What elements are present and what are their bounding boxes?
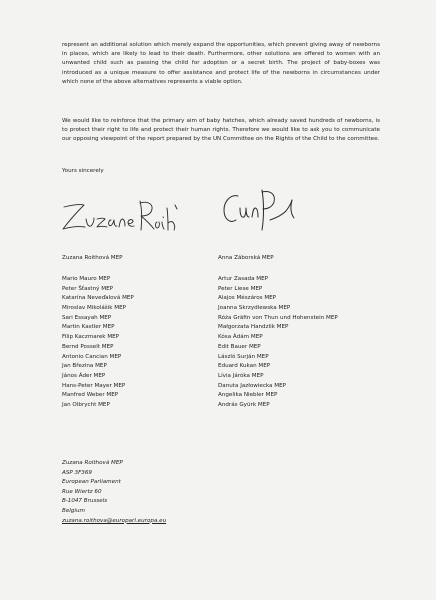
signatory-name: Małgorzata Handzlik MEP bbox=[218, 324, 289, 331]
signatory-name: Bernd Posselt MEP bbox=[62, 343, 114, 350]
address-email-link[interactable]: zuzana.roithova@europarl.europa.eu bbox=[62, 517, 167, 524]
address-office: ASP 3F369 bbox=[62, 469, 92, 476]
signatory-name: Manfred Weber MEP bbox=[62, 392, 119, 399]
signatory-name: Miroslav Mikolášik MEP bbox=[62, 305, 127, 312]
signatory-name: Sari Essayah MEP bbox=[62, 314, 112, 321]
signatory-name: Hans-Peter Mayer MEP bbox=[62, 382, 126, 389]
signatory-name: Danuta Jazłowiecka MEP bbox=[218, 382, 286, 389]
signatories-right-column bbox=[218, 254, 338, 411]
address-street: Rue Wiertz 60 bbox=[62, 488, 102, 495]
signatory-name: Martin Kastler MEP bbox=[62, 324, 115, 331]
signatory-name: Róża Gräfin von Thun und Hohenstein MEP bbox=[218, 314, 338, 321]
signatory-name: Alajos Mészáros MEP bbox=[218, 295, 277, 302]
signatory-name: Katarína Neveďalová MEP bbox=[62, 295, 134, 302]
address-name: Zuzana Roithová MEP bbox=[62, 460, 123, 466]
signatory-name: Peter Šťastný MEP bbox=[62, 285, 113, 292]
signatory-name: János Áder MEP bbox=[62, 372, 106, 379]
address-city: B-1047 Brussels bbox=[62, 498, 108, 505]
letter-closing: Yours sincerely bbox=[62, 168, 104, 174]
sender-address bbox=[62, 459, 166, 526]
signatory-name: Edit Bauer MEP bbox=[218, 343, 261, 350]
address-institution: European Parliament bbox=[62, 479, 121, 486]
signatory-name: Jan Olbrycht MEP bbox=[62, 401, 110, 408]
signature-right-icon bbox=[218, 180, 298, 235]
signatory-name: Lívia Járóka MEP bbox=[218, 372, 264, 379]
signatory-name: László Surján MEP bbox=[218, 353, 269, 360]
signatory-name: Peter Liese MEP bbox=[218, 285, 263, 292]
signatory-name: Joanna Skrzydlewska MEP bbox=[218, 305, 291, 312]
signatories-left-column bbox=[62, 254, 134, 411]
signatory-name: Jan Březina MEP bbox=[62, 363, 107, 370]
letter-paragraph-1: represent an additional solution which merely expand the opportunities, which prevent giving away of newborns in places, which are likely to lead to their death. Furthermore, other solutions are offered to women with an unwanted child such as passing the child for adoption or a secret birth. The project of baby-boxes was introduced as a unique measure to offer assistance and protect life of the newborns in circumstances under which none of the above alternatives represents a viable option. bbox=[62, 42, 380, 85]
signatory-name: Mario Mauro MEP bbox=[62, 276, 111, 282]
signatory-name: Eduard Kukan MEP bbox=[218, 363, 271, 370]
signature-left-icon bbox=[58, 193, 178, 238]
signatory-lead-left: Zuzana Roithová MEP bbox=[62, 255, 123, 261]
letter-paragraph-2: We would like to reinforce that the primary aim of baby hatches, which already saved hundreds of newborns, is to protect their right to life and protect their human rights. Therefore we would like to ask you to communicate our opposing viewpoint of the report prepared by the UN Committee on the Rights of the Child to the committee. bbox=[62, 118, 380, 143]
signatory-name: Kósa Ádám MEP bbox=[218, 334, 263, 341]
signatory-lead-right: Anna Záborská MEP bbox=[218, 255, 274, 261]
signatory-name: András Gyürk MEP bbox=[218, 401, 270, 408]
signatory-name: Antonio Cancian MEP bbox=[62, 353, 122, 360]
signatory-name: Angelika Niebler MEP bbox=[218, 392, 278, 399]
signatory-name: Artur Zasada MEP bbox=[218, 276, 269, 282]
address-country: Belgium bbox=[62, 507, 85, 514]
signatory-name: Filip Kaczmarek MEP bbox=[62, 334, 120, 341]
